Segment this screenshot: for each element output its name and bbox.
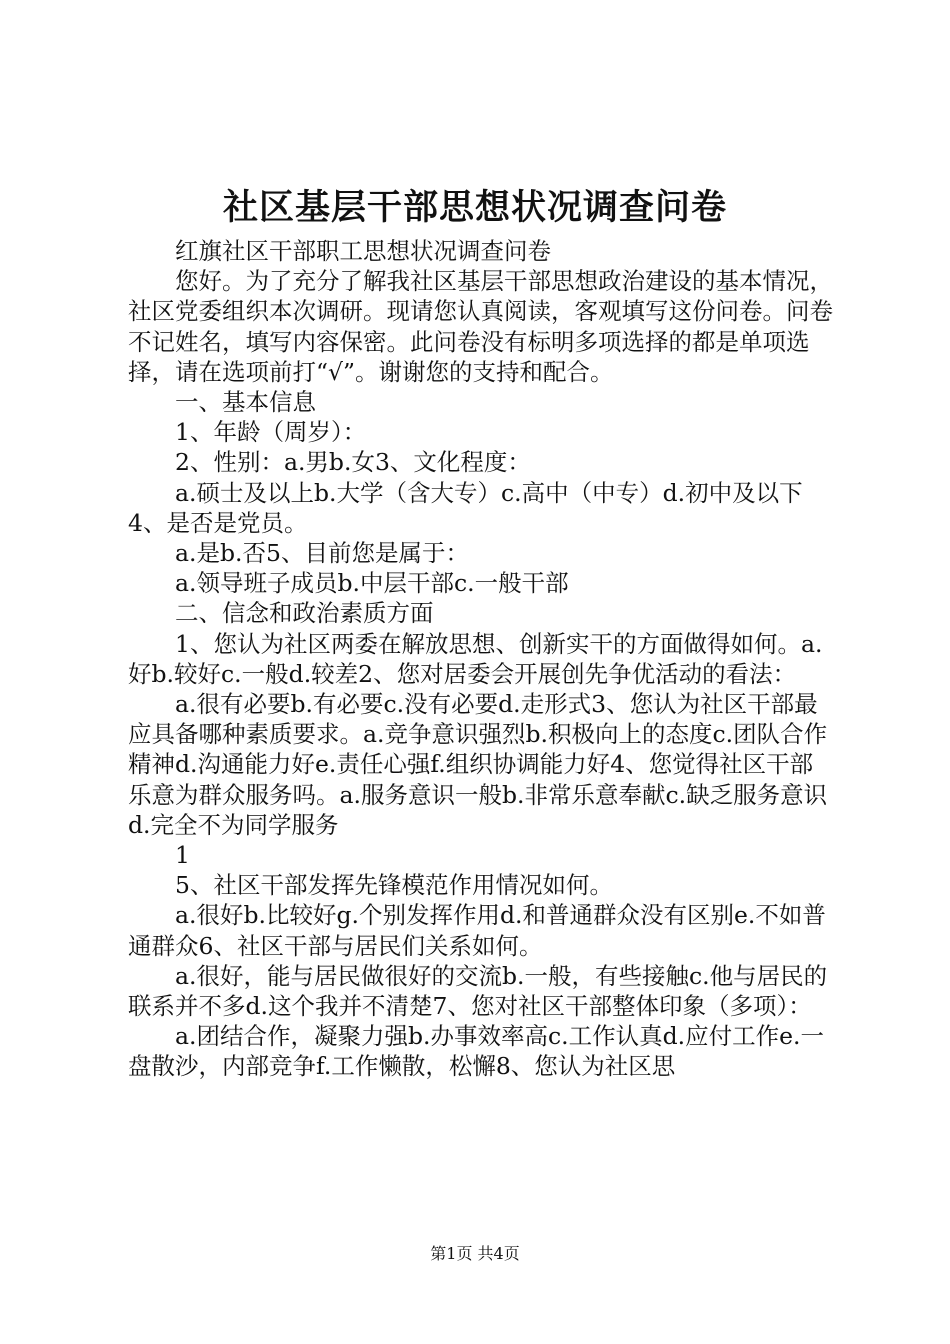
inline-page-number: 1 bbox=[175, 841, 190, 870]
document-body bbox=[128, 236, 833, 1082]
question-age: 1、年龄（周岁）： bbox=[175, 418, 367, 447]
options-vanguard: a.很好b.比较好g.个别发挥作用d.和普通群众没有区别e.不如普通群众6、社区干部与居民们关系如何。 bbox=[128, 901, 826, 960]
section-heading-political: 二、信念和政治素质方面 bbox=[175, 599, 434, 628]
options-impression: a.团结合作，凝聚力强b.办事效率高c.工作认真d.应付工作e.一盘散沙，内部竞争f.工作懒散，松懈8、您认为社区思 bbox=[128, 1022, 825, 1081]
options-relationship: a.很好，能与居民做很好的交流b.一般，有些接触c.他与居民的联系并不多d.这个我并不清楚7、您对社区干部整体印象（多项）： bbox=[128, 961, 828, 1021]
question-gender: 2、性别：a.男b.女3、文化程度： bbox=[175, 448, 531, 477]
paragraph-intro: 您好。为了充分了解我社区基层干部思想政治建设的基本情况，社区党委组织本次调研。现请您认真阅读，客观填写这份问卷。问卷不记姓名，填写内容保密。此问卷没有标明多项选择的都是单项选择，请在选项前打“√”。谢谢您的支持和配合。 bbox=[128, 267, 833, 386]
options-position: a.领导班子成员b.中层干部c.一般干部 bbox=[175, 569, 569, 598]
paragraph-subtitle: 红旗社区干部职工思想状况调查问卷 bbox=[175, 237, 551, 265]
options-education: a.硕士及以上b.大学（含大专）c.高中（中专）d.初中及以下4、是否是党员。 bbox=[128, 478, 803, 537]
section-heading-basic-info: 一、基本信息 bbox=[175, 388, 316, 417]
question-emancipation: 1、您认为社区两委在解放思想、创新实干的方面做得如何。a.好b.较好c.一般d.较差2、您对居委会开展创先争优活动的看法： bbox=[128, 629, 823, 688]
page-footer: 第1页 共4页 bbox=[430, 1244, 520, 1263]
question-vanguard: 5、社区干部发挥先锋模范作用情况如何。 bbox=[175, 871, 613, 900]
options-party-member: a.是b.否5、目前您是属于： bbox=[175, 539, 469, 568]
options-activity-view: a.很有必要b.有必要c.没有必要d.走形式3、您认为社区干部最应具备哪种素质要求。a.竞争意识强烈b.积极向上的态度c.团队合作精神d.沟通能力好e.责任心强f.组织协调能力好4、您觉得社区干部乐意为群众服务吗。a.服务意识一般b.非常乐意奉献c.缺乏服务意识d.完全不为同学服务 bbox=[128, 690, 828, 839]
document-title: 社区基层干部思想状况调查问卷 bbox=[222, 187, 727, 228]
